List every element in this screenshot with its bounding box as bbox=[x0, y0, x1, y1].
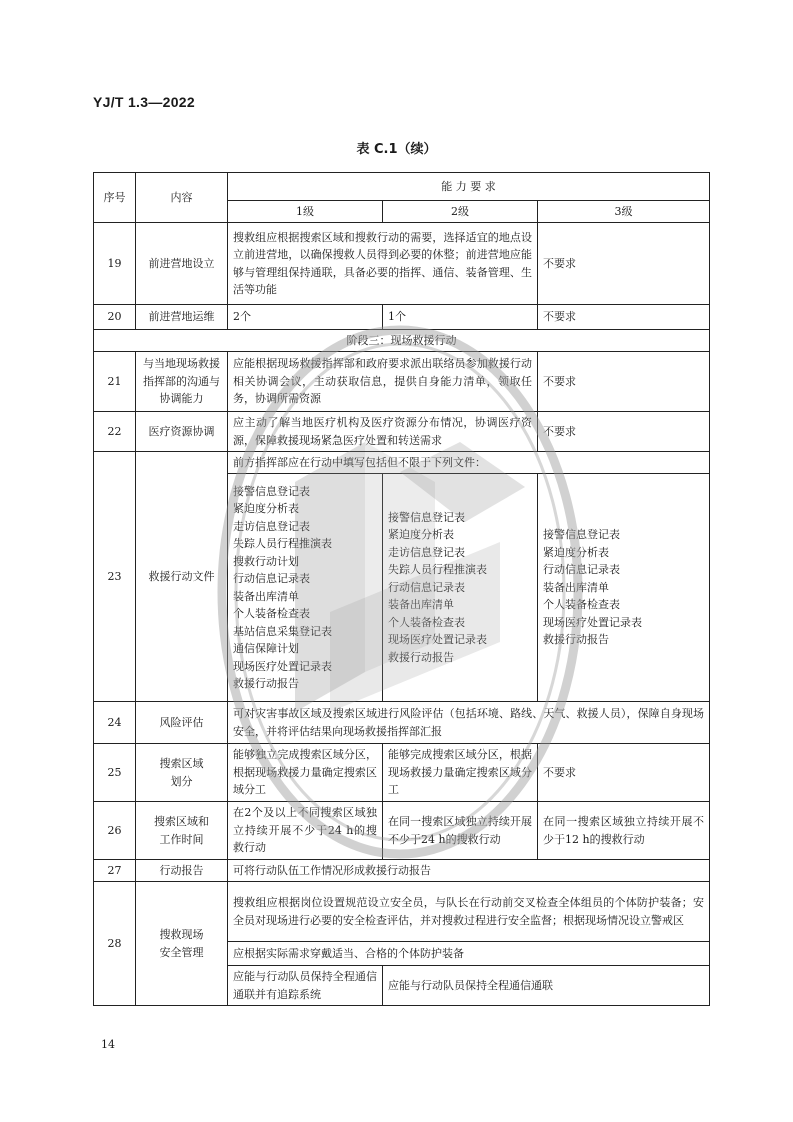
col-capability: 能 力 要 求 bbox=[228, 173, 710, 201]
col-content: 内容 bbox=[136, 173, 228, 223]
row-content-line: 划分 bbox=[170, 774, 193, 788]
level-3-text: 不要求 bbox=[538, 352, 710, 412]
row-content-line: 搜索区域 bbox=[159, 757, 204, 770]
level-3-text: 不要求 bbox=[538, 412, 710, 452]
row-content: 与当地现场救援指挥部的沟通与协调能力 bbox=[136, 352, 228, 412]
level-3-text: 不要求 bbox=[538, 744, 710, 802]
col-level-3: 3级 bbox=[538, 201, 710, 223]
list-item: 紧迫度分析表 bbox=[543, 545, 609, 559]
table-title: 表 C.1（续） bbox=[356, 142, 437, 157]
list-item: 现场医疗处置记录表 bbox=[543, 615, 642, 629]
list-item: 接警信息登记表 bbox=[388, 510, 465, 524]
list-item: 装备出库清单 bbox=[388, 598, 454, 612]
level-1-text: 能够独立完成搜索区域分区，根据现场救援力量确定搜索区域分工 bbox=[228, 744, 383, 802]
row-content: 风险评估 bbox=[136, 702, 228, 744]
level-3-text: 不要求 bbox=[538, 223, 710, 305]
table-row bbox=[94, 452, 710, 474]
row-content-line: 搜索区域和 bbox=[154, 815, 209, 828]
col-seq: 序号 bbox=[94, 173, 136, 223]
row-number: 27 bbox=[94, 860, 136, 882]
all-levels-text: 搜救组应根据岗位设置规范设立安全员，与队长在行动前交叉检查全体组员的个体防护装备；安全员对现场进行必要的安全检查评估，并对搜救过程进行安全监督；根据现场情况设立警戒区 bbox=[228, 882, 710, 942]
list-item: 个人装备检查表 bbox=[233, 607, 310, 620]
row-content-line: 搜救现场 bbox=[159, 928, 204, 941]
capability-requirements-table bbox=[93, 172, 710, 1006]
table-row bbox=[94, 802, 710, 860]
header-row bbox=[94, 173, 710, 201]
row-number: 28 bbox=[94, 882, 136, 1006]
list-item: 救援行动报告 bbox=[233, 677, 299, 690]
row-content: 前进营地设立 bbox=[136, 223, 228, 305]
col-level-1: 1级 bbox=[228, 201, 383, 223]
row-number: 23 bbox=[94, 452, 136, 702]
page-number: 14 bbox=[101, 1038, 115, 1051]
list-item: 个人装备检查表 bbox=[388, 615, 465, 629]
row-number: 25 bbox=[94, 744, 136, 802]
list-item: 行动信息记录表 bbox=[233, 572, 310, 585]
row-number: 19 bbox=[94, 223, 136, 305]
table-row bbox=[94, 744, 710, 802]
row-number: 26 bbox=[94, 802, 136, 860]
level-2-document-list bbox=[383, 474, 538, 702]
list-item: 行动信息记录表 bbox=[388, 580, 465, 594]
list-item: 装备出库清单 bbox=[543, 580, 609, 594]
level-1-2-text: 搜救组应根据搜索区域和搜救行动的需要，选择适宜的地点设立前进营地，以确保搜救人员得到必要的休整；前进营地应能够与管理组保持通联，具备必要的指挥、通信、装备管理、生活等功能 bbox=[228, 223, 538, 305]
row-content bbox=[136, 882, 228, 1006]
level-2-text: 能够完成搜索区域分区，根据现场救援力量确定搜索区域分工 bbox=[383, 744, 538, 802]
level-2-3-text: 应能与行动队员保持全程通信通联 bbox=[383, 966, 710, 1006]
list-item: 失踪人员行程推演表 bbox=[388, 563, 487, 577]
table-row bbox=[94, 882, 710, 942]
list-item: 走访信息登记表 bbox=[388, 545, 465, 559]
row-number: 21 bbox=[94, 352, 136, 412]
standard-code: YJ/T 1.3—2022 bbox=[93, 94, 195, 110]
list-item: 接警信息登记表 bbox=[543, 528, 620, 542]
list-item: 装备出库清单 bbox=[233, 589, 299, 603]
row-content bbox=[136, 802, 228, 860]
level-1-2-text: 应能根据现场救援指挥部和政府要求派出联络员参加救援行动相关协调会议，主动获取信息，提供自身能力清单，领取任务，协调所需资源 bbox=[228, 352, 538, 412]
row-number: 20 bbox=[94, 305, 136, 330]
row-content-line: 安全管理 bbox=[159, 945, 204, 959]
documents-intro: 前方指挥部应在行动中填写包括但不限于下列文件： bbox=[228, 452, 710, 474]
list-item: 现场医疗处置记录表 bbox=[233, 659, 332, 673]
row-number: 22 bbox=[94, 412, 136, 452]
list-item: 接警信息登记表 bbox=[233, 484, 310, 498]
list-item: 救援行动报告 bbox=[388, 650, 454, 664]
list-item: 失踪人员行程推演表 bbox=[233, 537, 332, 550]
row-content bbox=[136, 744, 228, 802]
col-level-2: 2级 bbox=[383, 201, 538, 223]
table-row bbox=[94, 412, 710, 452]
all-levels-text: 可对灾害事故区域及搜索区域进行风险评估（包括环境、路线、天气、救援人员），保障自身现场安全，并将评估结果向现场救援指挥部汇报 bbox=[228, 702, 710, 744]
list-item: 紧迫度分析表 bbox=[233, 502, 299, 515]
level-1-text: 在2个及以上不同搜索区域独立持续开展不少于24 h的搜救行动 bbox=[228, 802, 383, 860]
list-item: 基站信息采集登记表 bbox=[233, 624, 332, 638]
table-row bbox=[94, 352, 710, 412]
table-row bbox=[94, 305, 710, 330]
row-content: 行动报告 bbox=[136, 860, 228, 882]
level-3-text: 在同一搜索区域独立持续开展不少于12 h的搜救行动 bbox=[538, 802, 710, 860]
list-item: 个人装备检查表 bbox=[543, 598, 620, 612]
row-content: 医疗资源协调 bbox=[136, 412, 228, 452]
level-1-text: 2个 bbox=[228, 305, 383, 330]
table-row bbox=[94, 702, 710, 744]
list-item: 搜救行动计划 bbox=[233, 554, 299, 568]
level-2-text: 1个 bbox=[383, 305, 538, 330]
row-content: 前进营地运维 bbox=[136, 305, 228, 330]
row-content-line: 工作时间 bbox=[159, 832, 204, 846]
phase-title: 阶段三：现场救援行动 bbox=[94, 330, 710, 352]
all-levels-text: 可将行动队伍工作情况形成救援行动报告 bbox=[228, 860, 710, 882]
level-3-document-list bbox=[538, 474, 710, 702]
level-1-text: 应能与行动队员保持全程通信通联并有追踪系统 bbox=[228, 966, 383, 1006]
list-item: 紧迫度分析表 bbox=[388, 528, 454, 542]
level-1-2-text: 应主动了解当地医疗机构及医疗资源分布情况，协调医疗资源，保障救援现场紧急医疗处置和转送需求 bbox=[228, 412, 538, 452]
list-item: 行动信息记录表 bbox=[543, 563, 620, 577]
list-item: 现场医疗处置记录表 bbox=[388, 633, 487, 647]
phase-row bbox=[94, 330, 710, 352]
list-item: 通信保障计划 bbox=[233, 642, 299, 655]
row-number: 24 bbox=[94, 702, 136, 744]
table-row bbox=[94, 223, 710, 305]
level-1-document-list bbox=[228, 474, 383, 702]
list-item: 救援行动报告 bbox=[543, 633, 609, 647]
table-row bbox=[94, 860, 710, 882]
all-levels-text: 应根据实际需求穿戴适当、合格的个体防护装备 bbox=[228, 942, 710, 966]
level-2-text: 在同一搜索区域独立持续开展不少于24 h的搜救行动 bbox=[383, 802, 538, 860]
list-item: 走访信息登记表 bbox=[233, 519, 310, 533]
level-3-text: 不要求 bbox=[538, 305, 710, 330]
row-content: 救援行动文件 bbox=[136, 452, 228, 702]
